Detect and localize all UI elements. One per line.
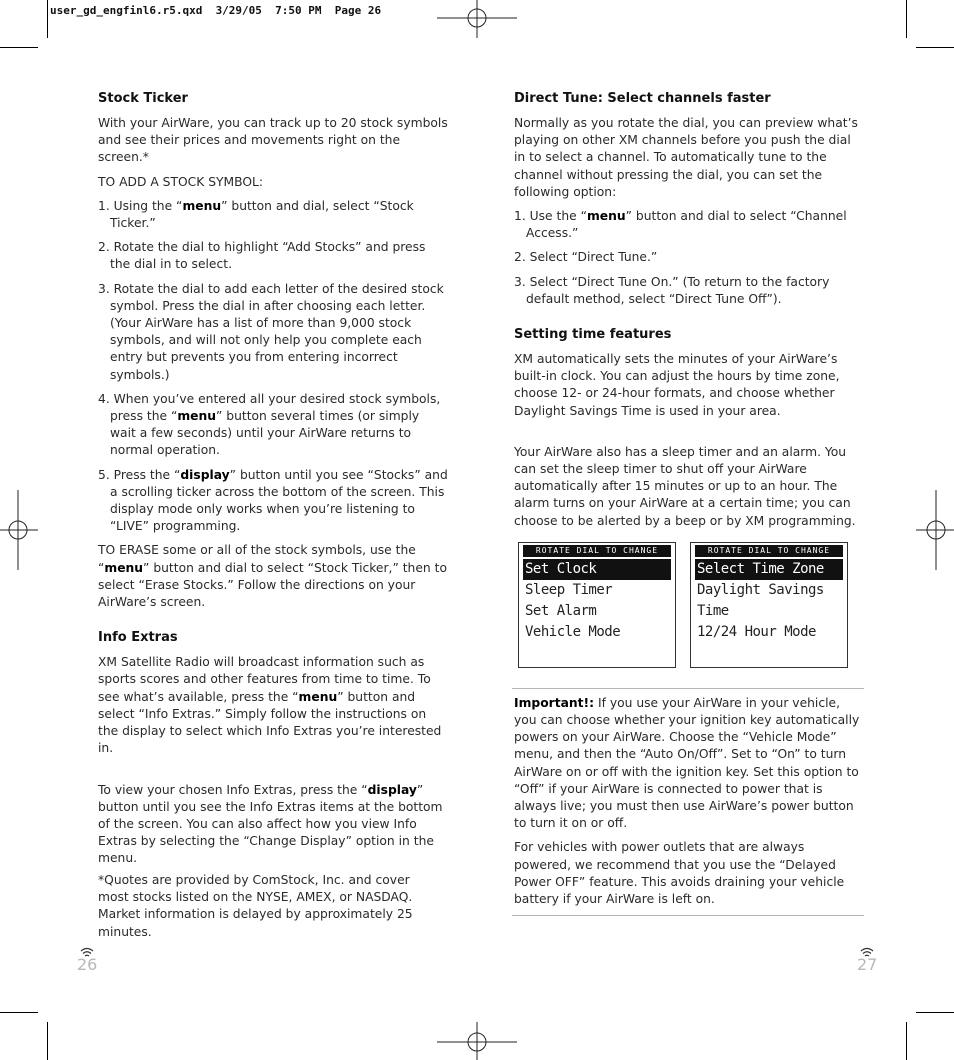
important-paragraph-2: For vehicles with power outlets that are always powered, we recommend that you use the “Delayed Power OFF” feature. This avoids draining your vehicle battery if your AirWare is left on. [514,840,845,907]
footnote: *Quotes are provided by ComStock, Inc. and cover most stocks listed on the NYSE, AMEX, or NASDAQ. Market information is delayed by approximately 25 minutes. [98,873,413,939]
print-slug: user_gd_engfinl6.r5.qxd 3/29/05 7:50 PM Page 26 [50,4,382,17]
time-features-paragraph-2: Your AirWare also has a sleep timer and an alarm. You can set the sleep timer to shut off your AirWare automatically after 15 minutes or up to an hour. The alarm turns on your AirWare at a certain time; you can choose to be alerted by a beep or by XM programming. [514,444,856,528]
stock-ticker-heading: Stock Ticker [98,91,188,106]
lcd-header: ROTATE DIAL TO CHANGE [695,545,843,557]
lcd-row-selected: Select Time Zone [695,559,843,580]
crop-mark [0,47,38,48]
lcd-row: Vehicle Mode [525,623,621,640]
crop-mark [47,0,48,38]
list-item: 1. Use the “menu” button and dial to select “Channel Access.” [514,209,847,241]
lcd-row-selected: Set Clock [523,559,671,580]
stock-ticker-intro: With your AirWare, you can track up to 20 stock symbols and see their prices and movements right on the screen.* [98,116,448,165]
list-item: 3. Rotate the dial to add each letter of the desired stock symbol. Press the dial in after choosing each letter. (Your AirWare has a list of more than 9,000 stock symbols, and will not only help you complete each entry but prevents you from entering incorrect symbols.) [98,281,444,382]
add-stock-steps [98,198,448,536]
list-item: 2. Rotate the dial to highlight “Add Stocks” and press the dial in to select. [98,240,426,272]
right-page-column [514,90,862,916]
crop-mark [47,1022,48,1060]
direct-tune-intro: Normally as you rotate the dial, you can preview what’s playing on other XM channels before you push the dial in to select a channel. To automatically tune to the channel without pressing the dial, you can set the following option: [514,116,858,199]
page-number-right: 27 [857,955,878,974]
important-note [514,689,862,908]
registration-mark-top-icon [437,0,517,38]
list-item: 2. Select “Direct Tune.” [514,250,658,265]
time-features-paragraph-1: XM automatically sets the minutes of your AirWare’s built-in clock. You can adjust the hours by time zone, choose 12- or 24-hour formats, and choose whether Daylight Savings Time is used in your area. [514,352,840,418]
lcd-row: Set Alarm [525,602,597,619]
crop-mark [916,1012,954,1013]
crop-mark [916,47,954,48]
page-number-left: 26 [77,955,98,974]
add-stock-title: TO ADD A STOCK SYMBOL: [98,174,264,189]
erase-stock-paragraph: TO ERASE some or all of the stock symbols, use the “menu” button and dial to select “Stock Ticker,” then to select “Erase Stocks.” Follow the directions on your AirWare’s screen. [98,543,447,610]
lcd-row: Daylight Savings Time [697,581,824,619]
crop-mark [906,0,907,38]
info-extras-paragraph-2: To view your chosen Info Extras, press the “display” button until you see the Info Extras items at the bottom of the screen. You can also affect how you view Info Extras by selecting the “Change Display” option in the menu. [98,782,443,866]
time-features-heading: Setting time features [514,327,672,343]
display-screens [518,542,862,668]
direct-tune-steps [514,208,862,308]
important-paragraph-1: Important!: If you use your AirWare in your vehicle, you can choose whether your ignition key automatically powers on your AirWare. Choose the “Vehicle Mode” menu, and then the “Auto On/Off”. Set to “On” to turn AirWare on or off with the ignition key. Set this option to “Off” if your AirWare is connected to power that is always live; you must then use AirWare’s power button to turn it on or off. [514,695,860,831]
crop-mark [0,1012,38,1013]
lcd-row: Sleep Timer [525,581,613,598]
lcd-screen-main-menu [518,542,676,668]
registration-mark-bottom-icon [437,1022,517,1060]
lcd-row: 12/24 Hour Mode [697,623,816,640]
info-extras-paragraph-1: XM Satellite Radio will broadcast information such as sports scores and other features from time to time. To see what’s available, press the “menu” button and select “Info Extras.” Simply follow the instructions on the display to select which Info Extras you’re interested in. [98,655,442,756]
list-item: 3. Select “Direct Tune On.” (To return to the factory default method, select “Direct Tune Off”). [514,274,830,306]
lcd-screen-clock-menu [690,542,848,668]
list-item: 4. When you’ve entered all your desired stock symbols, press the “menu” button several times (or simply wait a few seconds) until your AirWare returns to normal operation. [98,391,441,458]
registration-mark-left-icon [0,490,38,570]
crop-mark [906,1022,907,1060]
divider [512,915,864,916]
list-item: 5. Press the “display” button until you see “Stocks” and a scrolling ticker across the bottom of the screen. This display mode only works when you’re listening to “LIVE” programming. [98,467,448,534]
lcd-header: ROTATE DIAL TO CHANGE [523,545,671,557]
registration-mark-right-icon [916,490,954,570]
info-extras-heading: Info Extras [98,630,178,646]
direct-tune-heading: Direct Tune: Select channels faster [514,91,771,106]
list-item: 1. Using the “menu” button and dial, select “Stock Ticker.” [98,198,414,231]
left-page-column [98,90,448,875]
